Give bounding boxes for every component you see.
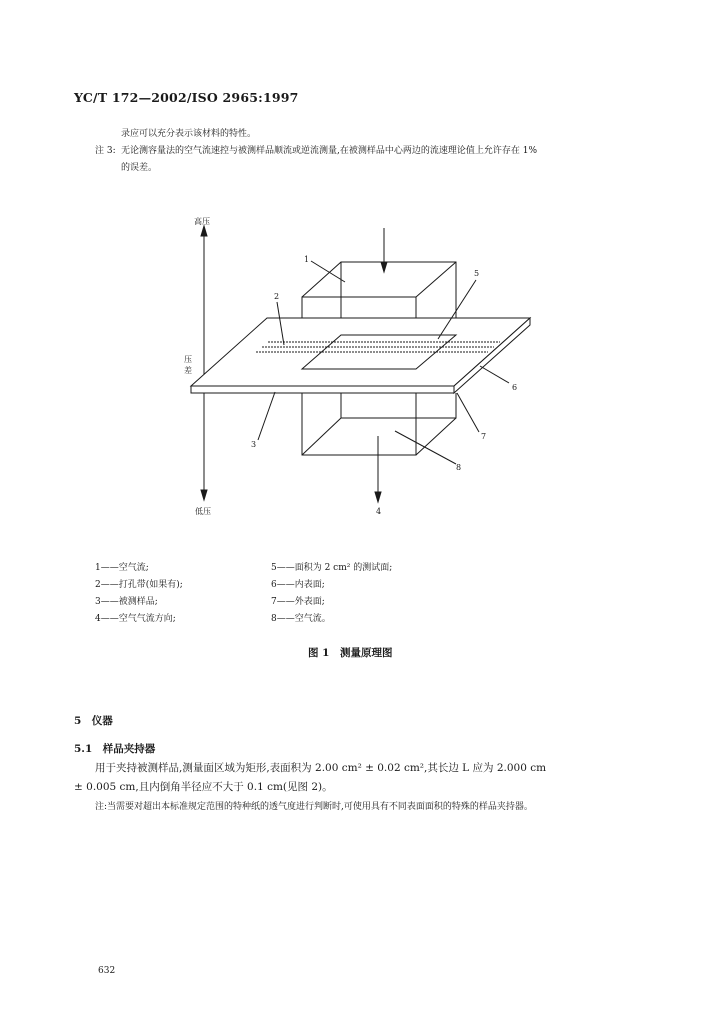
note3-line2: 的误差。	[121, 163, 158, 173]
intro-line: 录应可以充分表示该材料的特性。	[121, 129, 257, 139]
axis-label-diff-1: 压	[184, 355, 192, 364]
axis-arrow-up	[201, 226, 207, 236]
note3-label: 注 3:	[95, 146, 116, 156]
upper-box-edge	[416, 262, 456, 297]
legend-item: 2——打孔带(如果有);	[95, 580, 183, 590]
legend-item: 1——空气流;	[95, 563, 149, 573]
figure-caption: 图 1 测量原理图	[308, 647, 393, 659]
legend-item: 6——内表面;	[271, 580, 325, 590]
legend-item: 5——面积为 2 cm² 的测试面;	[271, 563, 393, 573]
airflow-in-arrowhead	[381, 262, 387, 272]
axis-label-diff-2: 差	[184, 366, 192, 375]
section-5-title: 5 仪器	[74, 715, 113, 727]
callout-7: 7	[481, 432, 487, 441]
section-5-1-note: 注:当需要对超出本标准规定范围的特种纸的透气度进行判断时,可使用具有不同表面面积的特殊的样品夹持器。	[95, 802, 533, 812]
callout-3: 3	[251, 440, 257, 449]
sample-sheet-front	[191, 386, 454, 393]
legend-item: 3——被测样品;	[95, 597, 158, 607]
airflow-out-arrowhead	[375, 492, 381, 502]
axis-label-low: 低压	[195, 507, 211, 516]
lower-box-edge	[416, 418, 456, 455]
callout-4: 4	[376, 507, 382, 516]
leader-1	[311, 261, 345, 282]
legend-item: 7——外表面;	[271, 597, 325, 607]
callout-2: 2	[274, 292, 280, 301]
lower-box-front	[302, 393, 416, 455]
document-header: YC/T 172—2002/ISO 2965:1997	[74, 90, 299, 105]
legend-item: 8——空气流。	[271, 614, 331, 624]
callout-8: 8	[456, 463, 462, 472]
legend-item: 4——空气气流方向;	[95, 614, 176, 624]
page-number: 632	[98, 966, 116, 976]
callout-6: 6	[512, 383, 518, 392]
leader-3	[258, 392, 275, 440]
leader-7	[457, 393, 479, 432]
callout-5: 5	[474, 269, 480, 278]
section-5-1-line2: ± 0.005 cm,且内倒角半径应不大于 0.1 cm(见图 2)。	[74, 781, 333, 793]
callout-1: 1	[304, 255, 310, 264]
leader-6	[480, 366, 509, 383]
note3-line1: 无论测容量法的空气流速控与被测样品顺流或逆流测量,在被测样品中心两边的流速理论值上允许存在 1%	[121, 146, 538, 156]
axis-arrow-down	[201, 490, 207, 500]
section-5-1-title: 5.1 样品夹持器	[74, 743, 156, 755]
axis-label-high: 高压	[194, 217, 210, 226]
section-5-1-line1: 用于夹持被测样品,测量面区域为矩形,表面积为 2.00 cm² ± 0.02 cm²,其长边 L 应为 2.000 cm	[95, 762, 547, 774]
